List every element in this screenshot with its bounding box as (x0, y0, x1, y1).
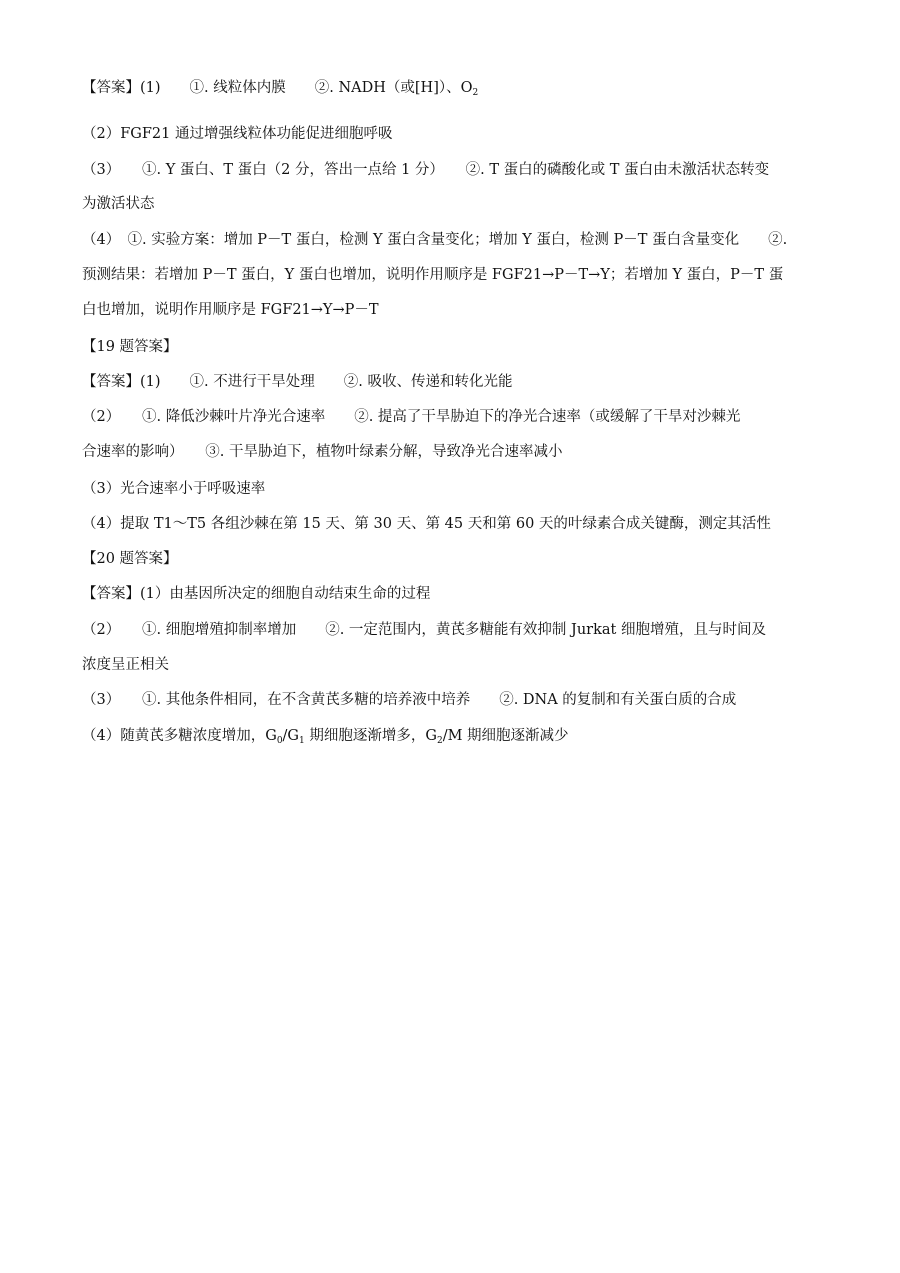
answer-19-line-2: （2） ①. 降低沙棘叶片净光合速率 ②. 提高了干旱胁迫下的净光合速率（或缓解了干旱对沙棘光 (82, 409, 741, 425)
answer-20-line-4: （3） ①. 其他条件相同，在不含黄芪多糖的培养液中培养 ②. DNA 的复制和有关蛋白质的合成 (82, 692, 737, 708)
subscript-0: 0 (276, 736, 283, 746)
answer-18-line-6: 预测结果：若增加 P－T 蛋白，Y 蛋白也增加，说明作用顺序是 FGF21→P－T→Y；若增加 Y 蛋白，P－T 蛋 (82, 267, 784, 283)
subscript-2: 2 (472, 88, 479, 98)
answer-20-text-5b: /G (282, 728, 300, 744)
subscript-1: 1 (299, 736, 305, 746)
answer-18-line-1 (82, 79, 827, 102)
answer-18-line-5: （4） ①. 实验方案：增加 P－T 蛋白，检测 Y 蛋白含量变化；增加 Y 蛋白，检测 P－T 蛋白含量变化 ②. (82, 232, 788, 248)
answer-20-line-1: 【答案】(1）由基因所决定的细胞自动结束生命的过程 (82, 586, 431, 602)
answer-18-text-1: 【答案】(1) ①. 线粒体内膜 ②. NADH（或[H]）、O (82, 80, 473, 96)
answer-20-text-5c: 期细胞逐渐增多，G (304, 728, 437, 744)
answer-19-line-1: 【答案】(1) ①. 不进行干旱处理 ②. 吸收、传递和转化光能 (82, 374, 513, 390)
answer-18-line-2: （2）FGF21 通过增强线粒体功能促进细胞呼吸 (82, 126, 393, 142)
answer-19-line-3: 合速率的影响） ③. 干旱胁迫下，植物叶绿素分解，导致净光合速率减小 (82, 444, 563, 460)
subscript-2b: 2 (436, 736, 443, 746)
answer-20-text-5a: （4）随黄芪多糖浓度增加，G (82, 728, 277, 744)
answer-18-line-3: （3） ①. Y 蛋白、T 蛋白（2 分，答出一点给 1 分） ②. T 蛋白的磷酸化或 T 蛋白由未激活状态转变 (82, 162, 770, 178)
question-20-heading: 【20 题答案】 (82, 551, 178, 567)
answer-20-text-5d: /M 期细胞逐渐减少 (442, 728, 569, 744)
answer-20-line-3: 浓度呈正相关 (82, 657, 169, 673)
answer-20-line-2: （2） ①. 细胞增殖抑制率增加 ②. 一定范围内，黄芪多糖能有效抑制 Jurkat 细胞增殖，且与时间及 (82, 622, 766, 638)
answer-20-line-5 (82, 727, 827, 750)
question-19-heading: 【19 题答案】 (82, 339, 178, 355)
answer-18-line-4: 为激活状态 (82, 196, 155, 212)
answer-19-line-4: （3）光合速率小于呼吸速率 (82, 481, 266, 497)
answer-19-line-5: （4）提取 T1～T5 各组沙棘在第 15 天、第 30 天、第 45 天和第 60 天的叶绿素合成关键酶，测定其活性 (82, 516, 771, 532)
answer-18-line-7: 白也增加，说明作用顺序是 FGF21→Y→P－T (82, 302, 379, 318)
